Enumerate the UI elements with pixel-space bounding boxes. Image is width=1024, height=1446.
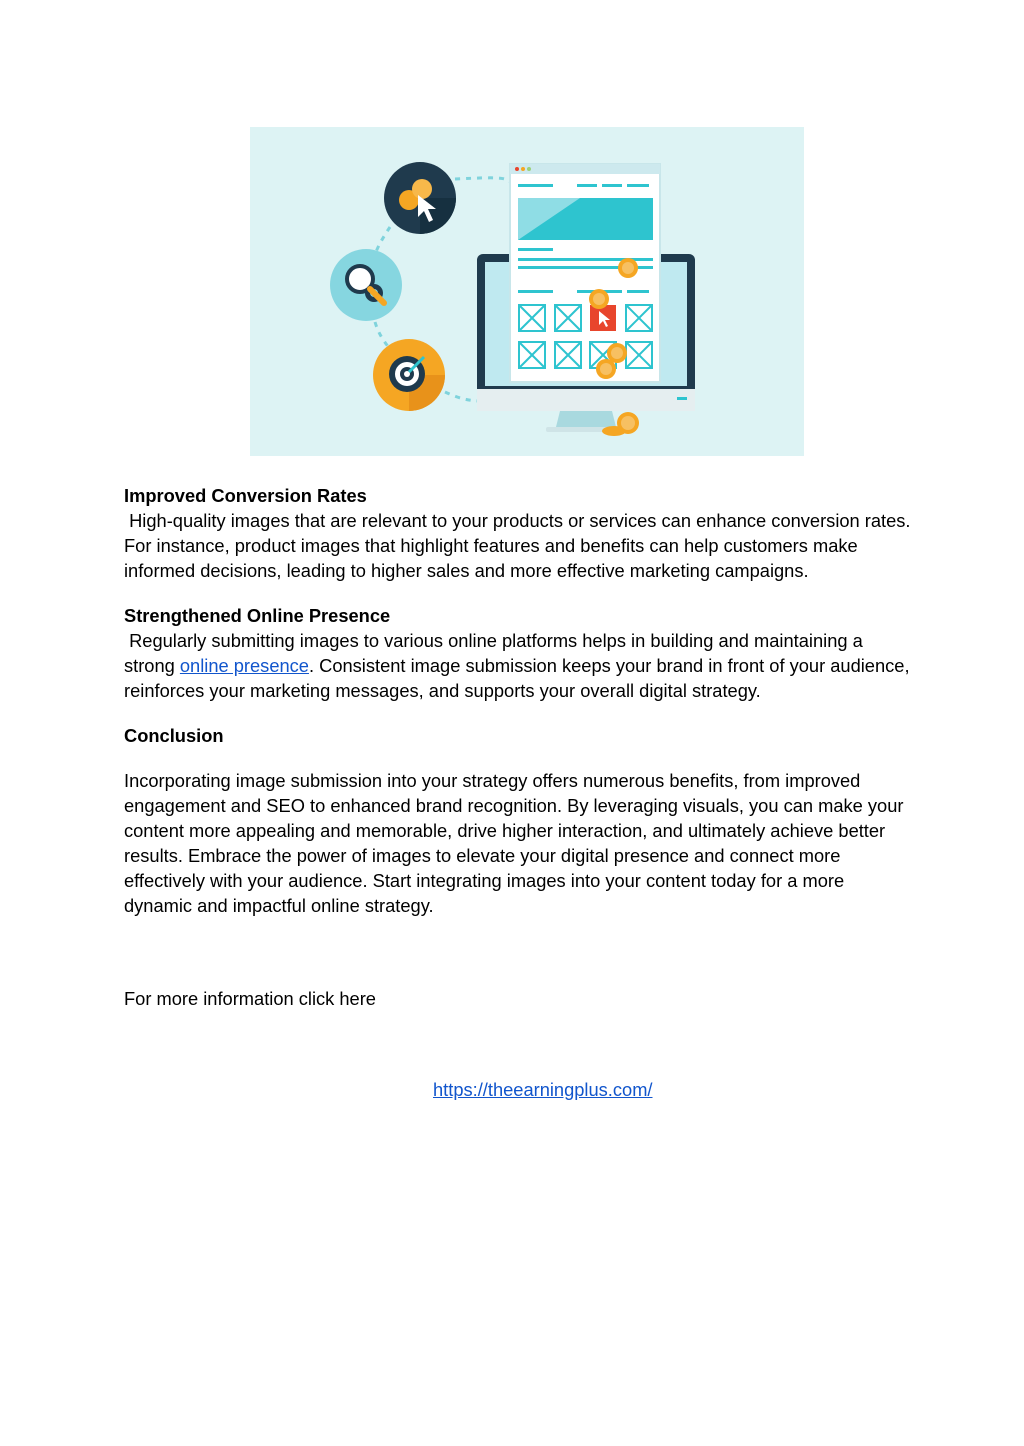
target-icon — [373, 339, 445, 411]
section-online-presence — [124, 603, 914, 703]
section-paragraph — [124, 628, 914, 703]
website-link-wrapper — [433, 1077, 653, 1102]
section-heading: Improved Conversion Rates — [124, 485, 367, 506]
spacer — [124, 748, 914, 768]
illustration-svg — [250, 127, 804, 456]
section-heading: Conclusion — [124, 725, 224, 746]
section-paragraph: High-quality images that are relevant to your products or services can enhance conversion rates. For instance, product images that highlight features and benefits can help customers make informed decisions, leading to higher sales and more effective marketing campaigns. — [124, 510, 916, 581]
cursor-coin-icon — [384, 162, 456, 234]
dashed-connector — [455, 178, 512, 183]
marketing-illustration — [250, 127, 804, 456]
spacer — [124, 583, 914, 603]
dashed-connector — [375, 322, 390, 349]
section-improved-conversion — [124, 483, 914, 583]
magnifier-gear-icon — [330, 249, 402, 321]
spacer — [124, 703, 914, 723]
dashed-connector — [445, 392, 482, 401]
paragraph-text: Regularly submitting images to various online platforms helps in building and maintaining a strong — [124, 630, 868, 676]
website-monitor-icon — [477, 164, 695, 432]
more-info-text: For more information click here — [124, 988, 376, 1009]
paragraph-text: . Consistent image submission keeps your brand in front of your audience, reinforces your marketing messages, and supports your overall digital strategy. — [124, 655, 915, 701]
section-paragraph: Incorporating image submission into your strategy offers numerous benefits, from improved engagement and SEO to enhanced brand recognition. By leveraging visuals, you can make your content more appealing and memorable, drive higher interaction, and ultimately achieve better results. Embrace the power of images to elevate your digital presence and connect more effectively with your audience. Start integrating images into your content today for a more dynamic and impactful online strategy. — [124, 770, 904, 916]
online-presence-link[interactable]: online presence — [179, 655, 309, 676]
section-heading: Strengthened Online Presence — [124, 605, 391, 626]
section-conclusion — [124, 723, 914, 918]
article-body — [124, 483, 914, 918]
website-link[interactable]: https://theearningplus.com/ — [433, 1079, 653, 1100]
